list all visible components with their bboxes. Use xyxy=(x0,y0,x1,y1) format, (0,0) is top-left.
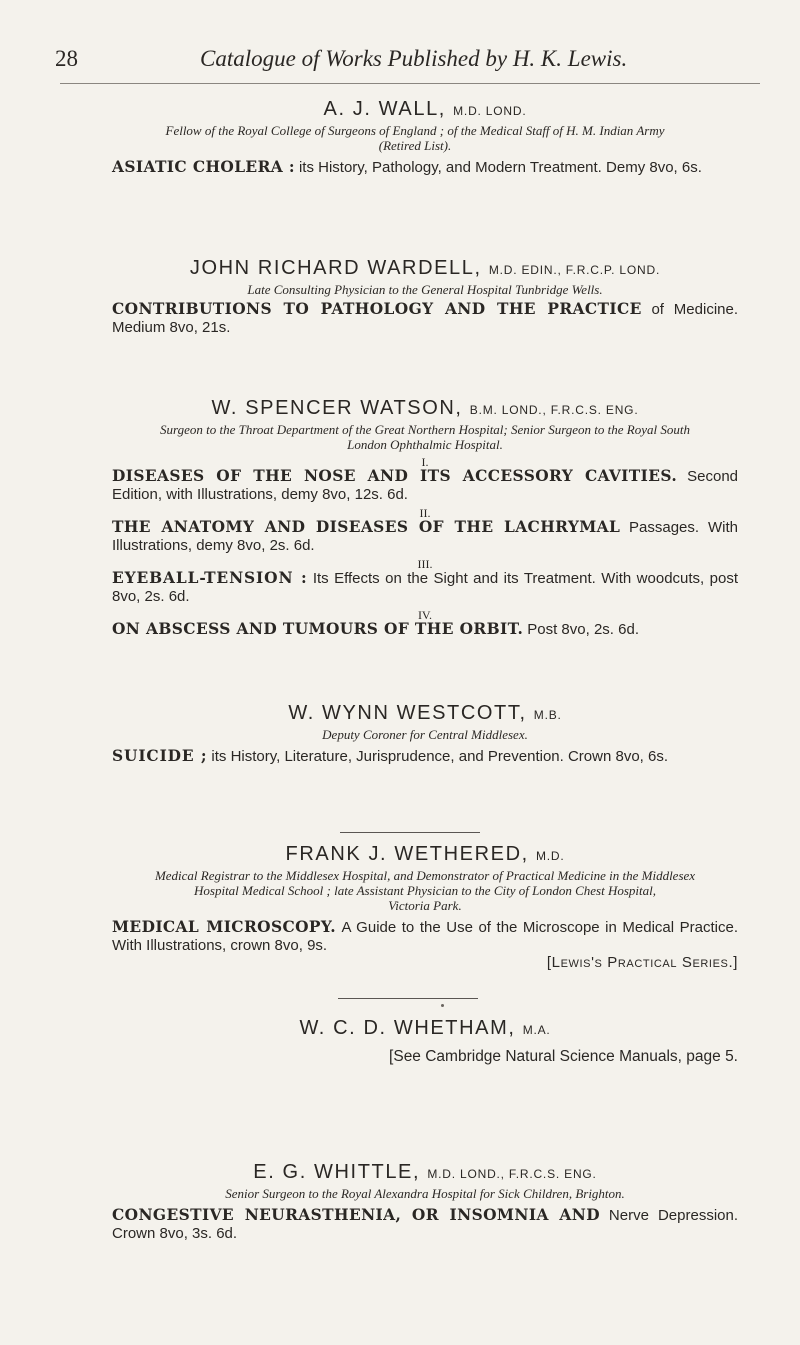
entry-wethered xyxy=(112,842,738,972)
author-role: Fellow of the Royal College of Surgeons of England ; of the Medical Staff of H. M. Indian Army (Retired List). xyxy=(165,123,665,153)
work-item xyxy=(112,468,738,503)
cross-reference: [See Cambridge Natural Science Manuals, page 5. xyxy=(389,1048,738,1065)
author-role: Late Consulting Physician to the General Hospital Tunbridge Wells. xyxy=(247,282,603,297)
author-name: W. WYNN WESTCOTT, M.B. xyxy=(288,702,562,724)
entry-westcott xyxy=(112,701,738,766)
author-name: W. C. D. WHETHAM, M.A. xyxy=(299,1017,551,1039)
work-item xyxy=(112,570,738,605)
work-item xyxy=(112,159,738,177)
entry-whetham xyxy=(112,1016,738,1066)
work-numeral: II. xyxy=(419,506,431,520)
work-numeral: III. xyxy=(417,557,433,571)
work-description: Passages. With Illustrations, demy 8vo, 2s. 6d. xyxy=(112,519,738,554)
work-item xyxy=(112,1207,738,1242)
series-note: [Lewis's Practical Series.] xyxy=(546,954,738,971)
work-description: Second Edition, with Illustrations, demy 8vo, 12s. 6d. xyxy=(112,468,738,503)
work-item xyxy=(112,519,738,554)
author-name: FRANK J. WETHERED, M.D. xyxy=(285,843,565,865)
author-role: Medical Registrar to the Middlesex Hospital, and Demonstrator of Practical Medicine in the Middlesex Hospital Medical School ; late Assistant Physician to the City of London Chest Hospital, Victoria Park. xyxy=(154,868,696,913)
author-name: JOHN RICHARD WARDELL, M.D. EDIN., F.R.C.P. LOND. xyxy=(189,257,661,279)
entry-wall xyxy=(112,97,738,177)
work-description: A Guide to the Use of the Microscope in Medical Practice. With Illustrations, crown 8vo, 9s. xyxy=(112,919,739,954)
work-item xyxy=(112,748,738,766)
work-numeral: I. xyxy=(421,455,429,469)
author-name: W. SPENCER WATSON, B.M. LOND., F.R.C.S. ENG. xyxy=(211,397,639,419)
work-description: of Medicine. Medium 8vo, 21s. xyxy=(112,301,739,336)
work-description: Post 8vo, 2s. 6d. xyxy=(527,621,639,638)
author-role: Senior Surgeon to the Royal Alexandra Hospital for Sick Children, Brighton. xyxy=(225,1186,625,1201)
work-title: CONGESTIVE NEURASTHENIA, OR INSOMNIA AND xyxy=(112,1206,600,1224)
author-role: Surgeon to the Throat Department of the Great Northern Hospital; Senior Surgeon to the Royal South London Ophthalmic Hospital. xyxy=(160,422,690,452)
entry-wardell xyxy=(112,256,738,336)
work-title: ON ABSCESS AND TUMOURS OF THE ORBIT. xyxy=(112,620,524,638)
work-title: EYEBALL-TENSION : xyxy=(112,569,308,587)
work-title: THE ANATOMY AND DISEASES OF THE LACHRYMAL xyxy=(112,518,621,536)
work-item xyxy=(112,919,738,954)
work-title: SUICIDE ; xyxy=(112,747,208,765)
author-name: E. G. WHITTLE, M.D. LOND., F.R.C.S. ENG. xyxy=(253,1161,597,1183)
work-title: MEDICAL MICROSCOPY. xyxy=(112,918,337,936)
running-title: Catalogue of Works Published by H. K. Lewis. xyxy=(200,46,628,71)
work-title: ASIATIC CHOLERA : xyxy=(112,158,295,176)
author-name: A. J. WALL, M.D. LOND. xyxy=(323,98,527,120)
work-description: Nerve Depression. Crown 8vo, 3s. 6d. xyxy=(112,1207,739,1242)
work-description: its History, Pathology, and Modern Treatment. Demy 8vo, 6s. xyxy=(298,159,702,176)
work-numeral: IV. xyxy=(417,608,433,622)
entry-whittle xyxy=(112,1160,738,1242)
page-number: 28 xyxy=(55,46,78,71)
entry-watson xyxy=(112,396,738,639)
ornament-dot xyxy=(441,1004,444,1007)
work-description: Its Effects on the Sight and its Treatment. With woodcuts, post 8vo, 2s. 6d. xyxy=(112,570,739,605)
work-title: CONTRIBUTIONS TO PATHOLOGY AND THE PRACTICE xyxy=(112,300,642,318)
author-role: Deputy Coroner for Central Middlesex. xyxy=(322,727,528,742)
work-title: DISEASES OF THE NOSE AND ITS ACCESSORY CAVITIES. xyxy=(112,467,678,485)
separator-rule xyxy=(338,998,478,999)
separator-rule xyxy=(340,832,480,833)
work-description: its History, Literature, Jurisprudence, and Prevention. Crown 8vo, 6s. xyxy=(211,748,669,765)
header-rule xyxy=(60,83,760,84)
work-item xyxy=(112,621,738,639)
work-item xyxy=(112,301,738,336)
